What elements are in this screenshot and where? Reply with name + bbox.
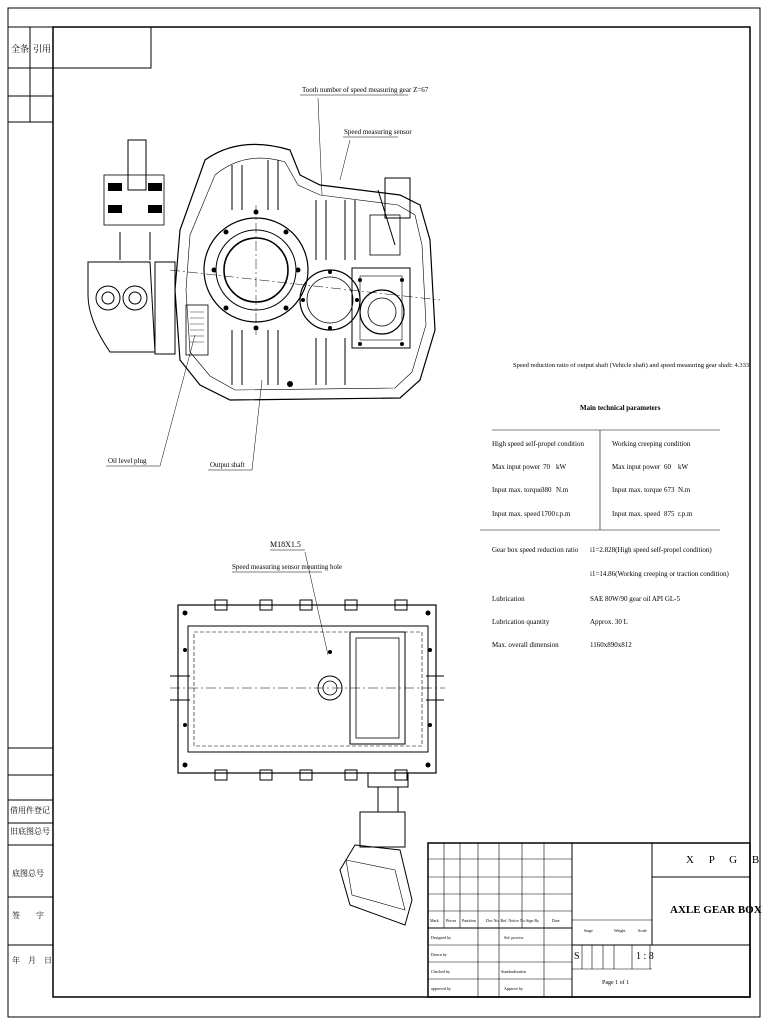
ratio-value-2: i1=14.86(Working creeping or traction condition) <box>590 570 729 578</box>
callout-thread: M18X1.5 <box>270 540 301 549</box>
left-row-unit: N.m <box>556 486 569 494</box>
tb-head-date: Date <box>552 918 560 923</box>
side-cell-base-number: 底图总号 <box>12 869 44 878</box>
right-row-label: Input max. torque <box>612 486 662 494</box>
side-cell-borrowed: 借用件登记 <box>10 806 50 815</box>
company-code: X P G B <box>686 854 766 866</box>
side-cell-quantity: 全条 <box>11 44 30 54</box>
params-right-heading: Working creeping condition <box>612 440 691 448</box>
right-row-unit: r.p.m <box>678 510 693 518</box>
side-cell-signature: 签 字 <box>12 911 44 920</box>
left-row-unit: kW <box>556 463 567 471</box>
left-row-label: Max input power <box>492 463 541 471</box>
left-row-label: Input max. speed <box>492 510 541 518</box>
left-row-value: 1700 <box>541 510 555 518</box>
drawing-title: AXLE GEAR BOX <box>670 904 762 916</box>
ratio-note: Speed reduction ratio of output shaft (Vehicle shaft) and speed measuring gear shaft: 4.333 <box>513 362 750 369</box>
tb-page: Page 1 of 1 <box>602 980 630 986</box>
ratio-label: Gear box speed reduction ratio <box>492 546 579 554</box>
tb-scale-value: 1 : 8 <box>636 951 654 962</box>
side-cell-old-number: 旧底图总号 <box>10 827 50 836</box>
tb-checked-by: Checked by <box>431 969 450 974</box>
callout-sensor: Speed measuring sensor <box>344 128 412 136</box>
callout-output-shaft: Output shaft <box>210 461 245 469</box>
right-row-label: Input max. speed <box>612 510 661 518</box>
tb-head-pieces: Pieces <box>446 918 457 923</box>
left-row-value: 70 <box>543 463 550 471</box>
lub-value: SAE 80W/90 gear oil API GL-5 <box>590 595 681 603</box>
tb-std-process: Std. process <box>504 935 524 940</box>
side-cell-date: 年 月 日 <box>12 956 52 965</box>
right-row-value: 60 <box>664 463 671 471</box>
ratio-value-1: i1=2.828(High speed self-propel condition) <box>590 546 712 554</box>
tb-stage-head: Stage <box>584 928 593 933</box>
left-row-unit: r.p.m <box>556 510 571 518</box>
tb-stage-mark: S <box>574 951 580 962</box>
callout-oil-plug: Oil level plug <box>108 457 147 465</box>
tb-head-mark: Mark <box>430 918 439 923</box>
right-row-unit: kW <box>678 463 689 471</box>
callout-tooth-number: Tooth number of speed measuring gear Z=67 <box>302 86 429 94</box>
right-row-value: 875 <box>664 510 675 518</box>
left-row-label: Input max. torque <box>492 486 542 494</box>
left-row-value: 380 <box>541 486 552 494</box>
tb-standardization: Standardization <box>501 969 527 974</box>
tb-head-partition: Partition <box>462 918 476 923</box>
right-row-label: Max input power <box>612 463 661 471</box>
lubq-label: Lubrication quantity <box>492 618 550 626</box>
tb-drawn-by: Drawn by <box>431 952 447 957</box>
params-left-heading: High speed self-propel condition <box>492 440 584 448</box>
tb-head-sign: Sign By <box>526 918 540 923</box>
right-row-unit: N.m <box>678 486 691 494</box>
tb-approve-by: Approve by <box>504 986 523 991</box>
tb-approved-by: approved by <box>431 986 451 991</box>
tb-scale-head: Scale <box>638 928 647 933</box>
params-title: Main technical parameters <box>580 404 661 412</box>
dim-label: Max. overall dimension <box>492 641 559 649</box>
tb-designed-by: Designed by <box>431 935 452 940</box>
side-cell-reference: 引用 <box>33 44 52 54</box>
tb-head-doc: Doc No. Ref. Notice No. <box>486 918 526 923</box>
right-row-value: 673 <box>664 486 675 494</box>
tb-weight-head: Weight <box>614 928 626 933</box>
callout-mount-hole: Speed measuring sensor mounting hole <box>232 563 343 571</box>
lub-label: Lubrication <box>492 595 525 603</box>
dim-value: 1160x890x812 <box>590 641 632 649</box>
lubq-value: Approx. 30 L <box>590 618 628 626</box>
